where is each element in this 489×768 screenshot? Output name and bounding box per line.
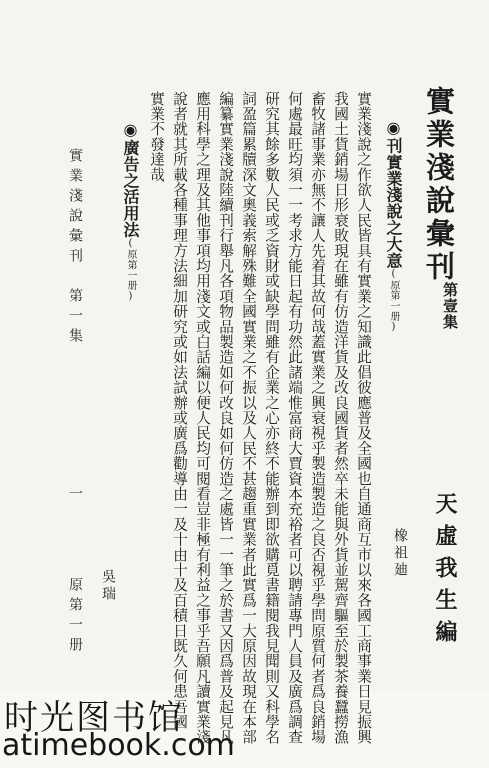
- section-note-2: (原第一册): [125, 237, 136, 303]
- book-title: 實業淺說彙刊: [422, 86, 456, 284]
- footer-book-title: 實業淺說彙刊 第一集: [67, 148, 83, 348]
- body-column-4: 何處最旺均須一一考求方能日起有功然此諸端惟富商大賈資本充裕者可以聘請專門人員及廣爲調查: [286, 91, 303, 745]
- body-column-3: 畜牧諸事業亦無不讓人先着其故何哉蓋實業之興衰視乎製造製造之良否視乎學問原質何者爲良銷場: [309, 91, 326, 745]
- footer-page-number: 一: [67, 486, 83, 506]
- body-column-5: 研究其餘多數人民或乏資財或缺學問雖有企業之心亦終不能辦到即欲購覓書籍閱我見聞則又科學名: [263, 91, 280, 745]
- body-column-9: 說者就其所載各種事理方法細加研究或如法試辦或廣爲勸導由一及十由十及百積日既久何患吾國: [171, 91, 188, 730]
- body-column-1: 實業淺說之作欲人民皆具有實業之知識此倡彼應普及全國也自通商互市以來各國工商事業日見振興: [355, 91, 372, 745]
- section-title-1: ◉刊實業淺說之大意: [384, 118, 403, 269]
- editor-credit: 天虛我生編: [432, 492, 458, 652]
- issue-label: 第壹集: [441, 282, 459, 330]
- section-author-2: 吳瑞: [100, 569, 116, 603]
- watermark-url: atimebook.com: [2, 728, 235, 763]
- watermark-chinese: 时光图书馆: [4, 698, 184, 738]
- body-column-2: 我國土貨銷場日形衰敗現在雖有仿造洋貨及改良國貨者然卒未能與外貨並駕齊驅至於製茶養蠶撈漁: [332, 91, 349, 745]
- section-heading-1: [385, 118, 401, 333]
- section-heading-2: [122, 120, 138, 302]
- section-title-2: ◉廣告之活用法: [121, 120, 140, 238]
- section-signature-1: 橡祖廸: [392, 528, 408, 579]
- body-column-8: 應用科學之理及其他事項均用淺文或白話編以便人民均可閱看豈非極有利益之事乎吾願凡讀實業淺: [194, 91, 211, 745]
- section-note-1: (原第一册): [388, 268, 399, 334]
- body-column-10: 實業不發達哉: [148, 91, 165, 183]
- body-column-7: 編纂實業淺說陸續刊行舉凡各項物品製造如何改良如何仿造之處皆一一筆之於書又因爲普及起見凡: [217, 91, 234, 745]
- footer-original-volume: 原第一册: [67, 577, 83, 657]
- body-column-6: 詞盈篇累牘深文奧義索解殊難全國實業之不振以及人民不甚趨重實業者此實爲一大原因故現在本部: [240, 91, 257, 745]
